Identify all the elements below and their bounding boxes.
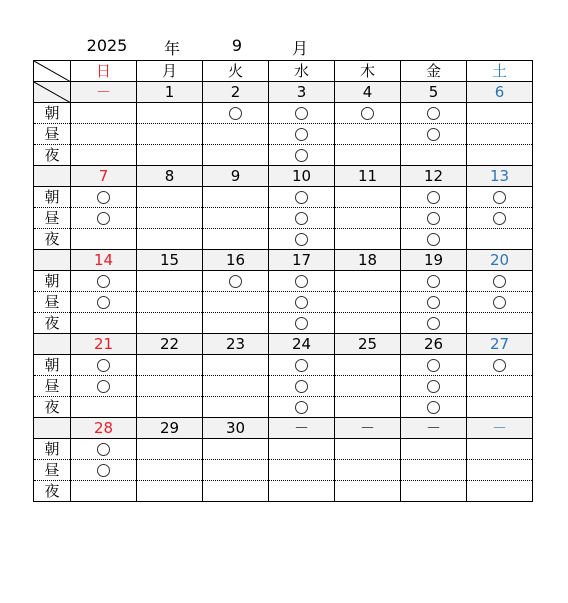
circle-mark-icon (295, 107, 308, 120)
slot-cell (335, 229, 401, 250)
slot-cell (71, 397, 137, 418)
date-cell: 9 (203, 166, 269, 187)
slot-cell (269, 313, 335, 334)
date-row-label-cell (34, 250, 71, 271)
slot-cell (203, 313, 269, 334)
slot-cell (401, 271, 467, 292)
slot-cell (401, 460, 467, 481)
slot-cell (137, 481, 203, 502)
date-cell: 29 (137, 418, 203, 439)
circle-mark-icon (427, 380, 440, 393)
date-cell: 13 (467, 166, 533, 187)
slot-cell (335, 313, 401, 334)
date-cell: 15 (137, 250, 203, 271)
slot-cell (203, 145, 269, 166)
slot-cell (467, 271, 533, 292)
date-cell: 28 (71, 418, 137, 439)
slot-label: 昼 (34, 376, 71, 397)
header-corner-cell (34, 61, 71, 82)
slot-cell (401, 229, 467, 250)
weekday-header: 水 (269, 61, 335, 82)
slot-label: 夜 (34, 481, 71, 502)
circle-mark-icon (361, 107, 374, 120)
circle-mark-icon (427, 275, 440, 288)
slot-cell (335, 292, 401, 313)
date-cell: 16 (203, 250, 269, 271)
date-cell: 23 (203, 334, 269, 355)
slot-cell (269, 292, 335, 313)
date-row-label-cell (34, 334, 71, 355)
slot-label: 夜 (34, 229, 71, 250)
circle-mark-icon (295, 296, 308, 309)
slot-cell (203, 208, 269, 229)
slot-cell (467, 460, 533, 481)
slot-label: 夜 (34, 313, 71, 334)
slot-cell (137, 439, 203, 460)
slot-row (34, 103, 533, 124)
slot-cell (137, 187, 203, 208)
slot-cell (137, 208, 203, 229)
slot-label: 朝 (34, 355, 71, 376)
circle-mark-icon (427, 401, 440, 414)
slot-cell (269, 145, 335, 166)
circle-mark-icon (97, 275, 110, 288)
date-cell: 14 (71, 250, 137, 271)
circle-mark-icon (427, 317, 440, 330)
circle-mark-icon (295, 275, 308, 288)
slot-cell (71, 376, 137, 397)
slot-cell (467, 376, 533, 397)
slot-cell (401, 397, 467, 418)
slot-cell (467, 187, 533, 208)
slot-cell (71, 292, 137, 313)
circle-mark-icon (97, 443, 110, 456)
slot-row (34, 208, 533, 229)
slot-cell (335, 187, 401, 208)
date-cell: 3 (269, 82, 335, 103)
slot-cell (137, 313, 203, 334)
circle-mark-icon (229, 107, 242, 120)
slot-cell (401, 292, 467, 313)
weekday-header: 日 (71, 61, 137, 82)
date-cell: 20 (467, 250, 533, 271)
slot-cell (401, 187, 467, 208)
slot-cell (137, 229, 203, 250)
circle-mark-icon (97, 212, 110, 225)
date-cell: 19 (401, 250, 467, 271)
slot-cell (203, 460, 269, 481)
slot-cell (335, 208, 401, 229)
date-cell: 25 (335, 334, 401, 355)
date-cell: 27 (467, 334, 533, 355)
weekday-header: 月 (137, 61, 203, 82)
diagonal-line (34, 82, 71, 103)
date-cell: 2 (203, 82, 269, 103)
slot-row (34, 439, 533, 460)
circle-mark-icon (97, 296, 110, 309)
date-cell: － (71, 82, 137, 103)
slot-cell (137, 397, 203, 418)
slot-cell (137, 292, 203, 313)
slot-row (34, 292, 533, 313)
slot-cell (71, 313, 137, 334)
date-row-label-cell (34, 166, 71, 187)
weekday-header: 金 (401, 61, 467, 82)
slot-cell (269, 187, 335, 208)
circle-mark-icon (427, 107, 440, 120)
circle-mark-icon (427, 128, 440, 141)
slot-cell (269, 397, 335, 418)
date-cell: 10 (269, 166, 335, 187)
slot-cell (401, 439, 467, 460)
slot-row (34, 376, 533, 397)
slot-row (34, 460, 533, 481)
circle-mark-icon (229, 275, 242, 288)
slot-cell (335, 397, 401, 418)
slot-cell (203, 271, 269, 292)
slot-cell (269, 460, 335, 481)
week-date-row (34, 250, 533, 271)
weekday-header: 火 (203, 61, 269, 82)
slot-label: 朝 (34, 103, 71, 124)
date-cell: － (467, 418, 533, 439)
slot-cell (401, 124, 467, 145)
date-cell: 30 (203, 418, 269, 439)
week-date-row (34, 82, 533, 103)
circle-mark-icon (97, 380, 110, 393)
slot-cell (335, 481, 401, 502)
circle-mark-icon (295, 359, 308, 372)
slot-cell (71, 271, 137, 292)
circle-mark-icon (295, 149, 308, 162)
slot-cell (71, 145, 137, 166)
circle-mark-icon (295, 401, 308, 414)
circle-mark-icon (427, 296, 440, 309)
date-cell: 18 (335, 250, 401, 271)
slot-cell (269, 103, 335, 124)
slot-cell (269, 271, 335, 292)
date-cell: － (269, 418, 335, 439)
date-cell: － (335, 418, 401, 439)
slot-cell (401, 376, 467, 397)
date-cell: － (401, 418, 467, 439)
circle-mark-icon (295, 212, 308, 225)
slot-cell (401, 103, 467, 124)
slot-cell (203, 187, 269, 208)
slot-label: 昼 (34, 208, 71, 229)
circle-mark-icon (295, 128, 308, 141)
slot-cell (203, 439, 269, 460)
week-date-row (34, 418, 533, 439)
circle-mark-icon (295, 380, 308, 393)
circle-mark-icon (295, 233, 308, 246)
slot-cell (401, 208, 467, 229)
slot-cell (467, 481, 533, 502)
slot-cell (467, 439, 533, 460)
circle-mark-icon (427, 359, 440, 372)
circle-mark-icon (427, 233, 440, 246)
slot-cell (137, 460, 203, 481)
slot-cell (335, 460, 401, 481)
slot-cell (203, 397, 269, 418)
circle-mark-icon (97, 359, 110, 372)
slot-row (34, 271, 533, 292)
date-corner-cell (34, 82, 71, 103)
slot-row (34, 397, 533, 418)
slot-cell (203, 481, 269, 502)
slot-label: 夜 (34, 397, 71, 418)
date-cell: 6 (467, 82, 533, 103)
date-cell: 12 (401, 166, 467, 187)
slot-cell (203, 355, 269, 376)
slot-row (34, 355, 533, 376)
slot-label: 朝 (34, 271, 71, 292)
circle-mark-icon (493, 191, 506, 204)
diagonal-line (34, 61, 71, 82)
circle-mark-icon (493, 212, 506, 225)
slot-cell (137, 376, 203, 397)
slot-label: 昼 (34, 124, 71, 145)
slot-cell (467, 313, 533, 334)
slot-cell (269, 208, 335, 229)
slot-cell (335, 271, 401, 292)
slot-cell (269, 376, 335, 397)
slot-cell (467, 292, 533, 313)
slot-cell (335, 376, 401, 397)
slot-cell (335, 355, 401, 376)
slot-cell (71, 460, 137, 481)
date-cell: 4 (335, 82, 401, 103)
slot-cell (335, 124, 401, 145)
slot-row (34, 481, 533, 502)
circle-mark-icon (295, 191, 308, 204)
slot-row (34, 124, 533, 145)
slot-cell (269, 481, 335, 502)
date-cell: 22 (137, 334, 203, 355)
circle-mark-icon (427, 212, 440, 225)
slot-label: 朝 (34, 187, 71, 208)
date-cell: 5 (401, 82, 467, 103)
slot-cell (71, 208, 137, 229)
slot-cell (269, 439, 335, 460)
circle-mark-icon (427, 191, 440, 204)
date-row-label-cell (34, 418, 71, 439)
slot-cell (71, 355, 137, 376)
slot-cell (71, 187, 137, 208)
slot-cell (203, 292, 269, 313)
circle-mark-icon (493, 275, 506, 288)
slot-cell (467, 397, 533, 418)
slot-cell (467, 145, 533, 166)
slot-cell (203, 376, 269, 397)
weekday-header: 木 (335, 61, 401, 82)
slot-row (34, 229, 533, 250)
date-cell: 24 (269, 334, 335, 355)
circle-mark-icon (493, 359, 506, 372)
slot-cell (335, 439, 401, 460)
slot-cell (137, 145, 203, 166)
week-date-row (34, 166, 533, 187)
circle-mark-icon (493, 296, 506, 309)
slot-row (34, 187, 533, 208)
year-unit: 年 (163, 39, 180, 58)
date-cell: 7 (71, 166, 137, 187)
month-unit: 月 (291, 39, 308, 58)
slot-cell (269, 124, 335, 145)
date-cell: 26 (401, 334, 467, 355)
slot-cell (467, 103, 533, 124)
slot-cell (269, 355, 335, 376)
date-cell: 17 (269, 250, 335, 271)
date-cell: 21 (71, 334, 137, 355)
slot-cell (401, 481, 467, 502)
circle-mark-icon (97, 464, 110, 477)
slot-cell (71, 103, 137, 124)
slot-cell (71, 229, 137, 250)
slot-label: 昼 (34, 460, 71, 481)
slot-cell (71, 439, 137, 460)
calendar-table (33, 60, 533, 502)
slot-cell (335, 103, 401, 124)
calendar-header (0, 36, 568, 58)
slot-cell (137, 124, 203, 145)
year-value: 2025 (86, 36, 128, 55)
slot-cell (467, 208, 533, 229)
slot-cell (137, 355, 203, 376)
slot-cell (467, 355, 533, 376)
weekday-header: 土 (467, 61, 533, 82)
slot-cell (203, 103, 269, 124)
slot-label: 朝 (34, 439, 71, 460)
slot-label: 夜 (34, 145, 71, 166)
calendar-body (34, 61, 533, 502)
slot-cell (203, 229, 269, 250)
slot-label: 昼 (34, 292, 71, 313)
slot-cell (401, 355, 467, 376)
weekday-header-row (34, 61, 533, 82)
date-cell: 8 (137, 166, 203, 187)
slot-cell (137, 271, 203, 292)
slot-cell (269, 229, 335, 250)
slot-cell (467, 229, 533, 250)
slot-cell (137, 103, 203, 124)
slot-cell (71, 124, 137, 145)
slot-cell (203, 124, 269, 145)
date-cell: 11 (335, 166, 401, 187)
date-cell: 1 (137, 82, 203, 103)
slot-cell (401, 145, 467, 166)
slot-row (34, 313, 533, 334)
slot-row (34, 145, 533, 166)
week-date-row (34, 334, 533, 355)
slot-cell (401, 313, 467, 334)
slot-cell (335, 145, 401, 166)
circle-mark-icon (295, 317, 308, 330)
slot-cell (467, 124, 533, 145)
slot-cell (71, 481, 137, 502)
month-value: 9 (231, 36, 243, 55)
circle-mark-icon (97, 191, 110, 204)
